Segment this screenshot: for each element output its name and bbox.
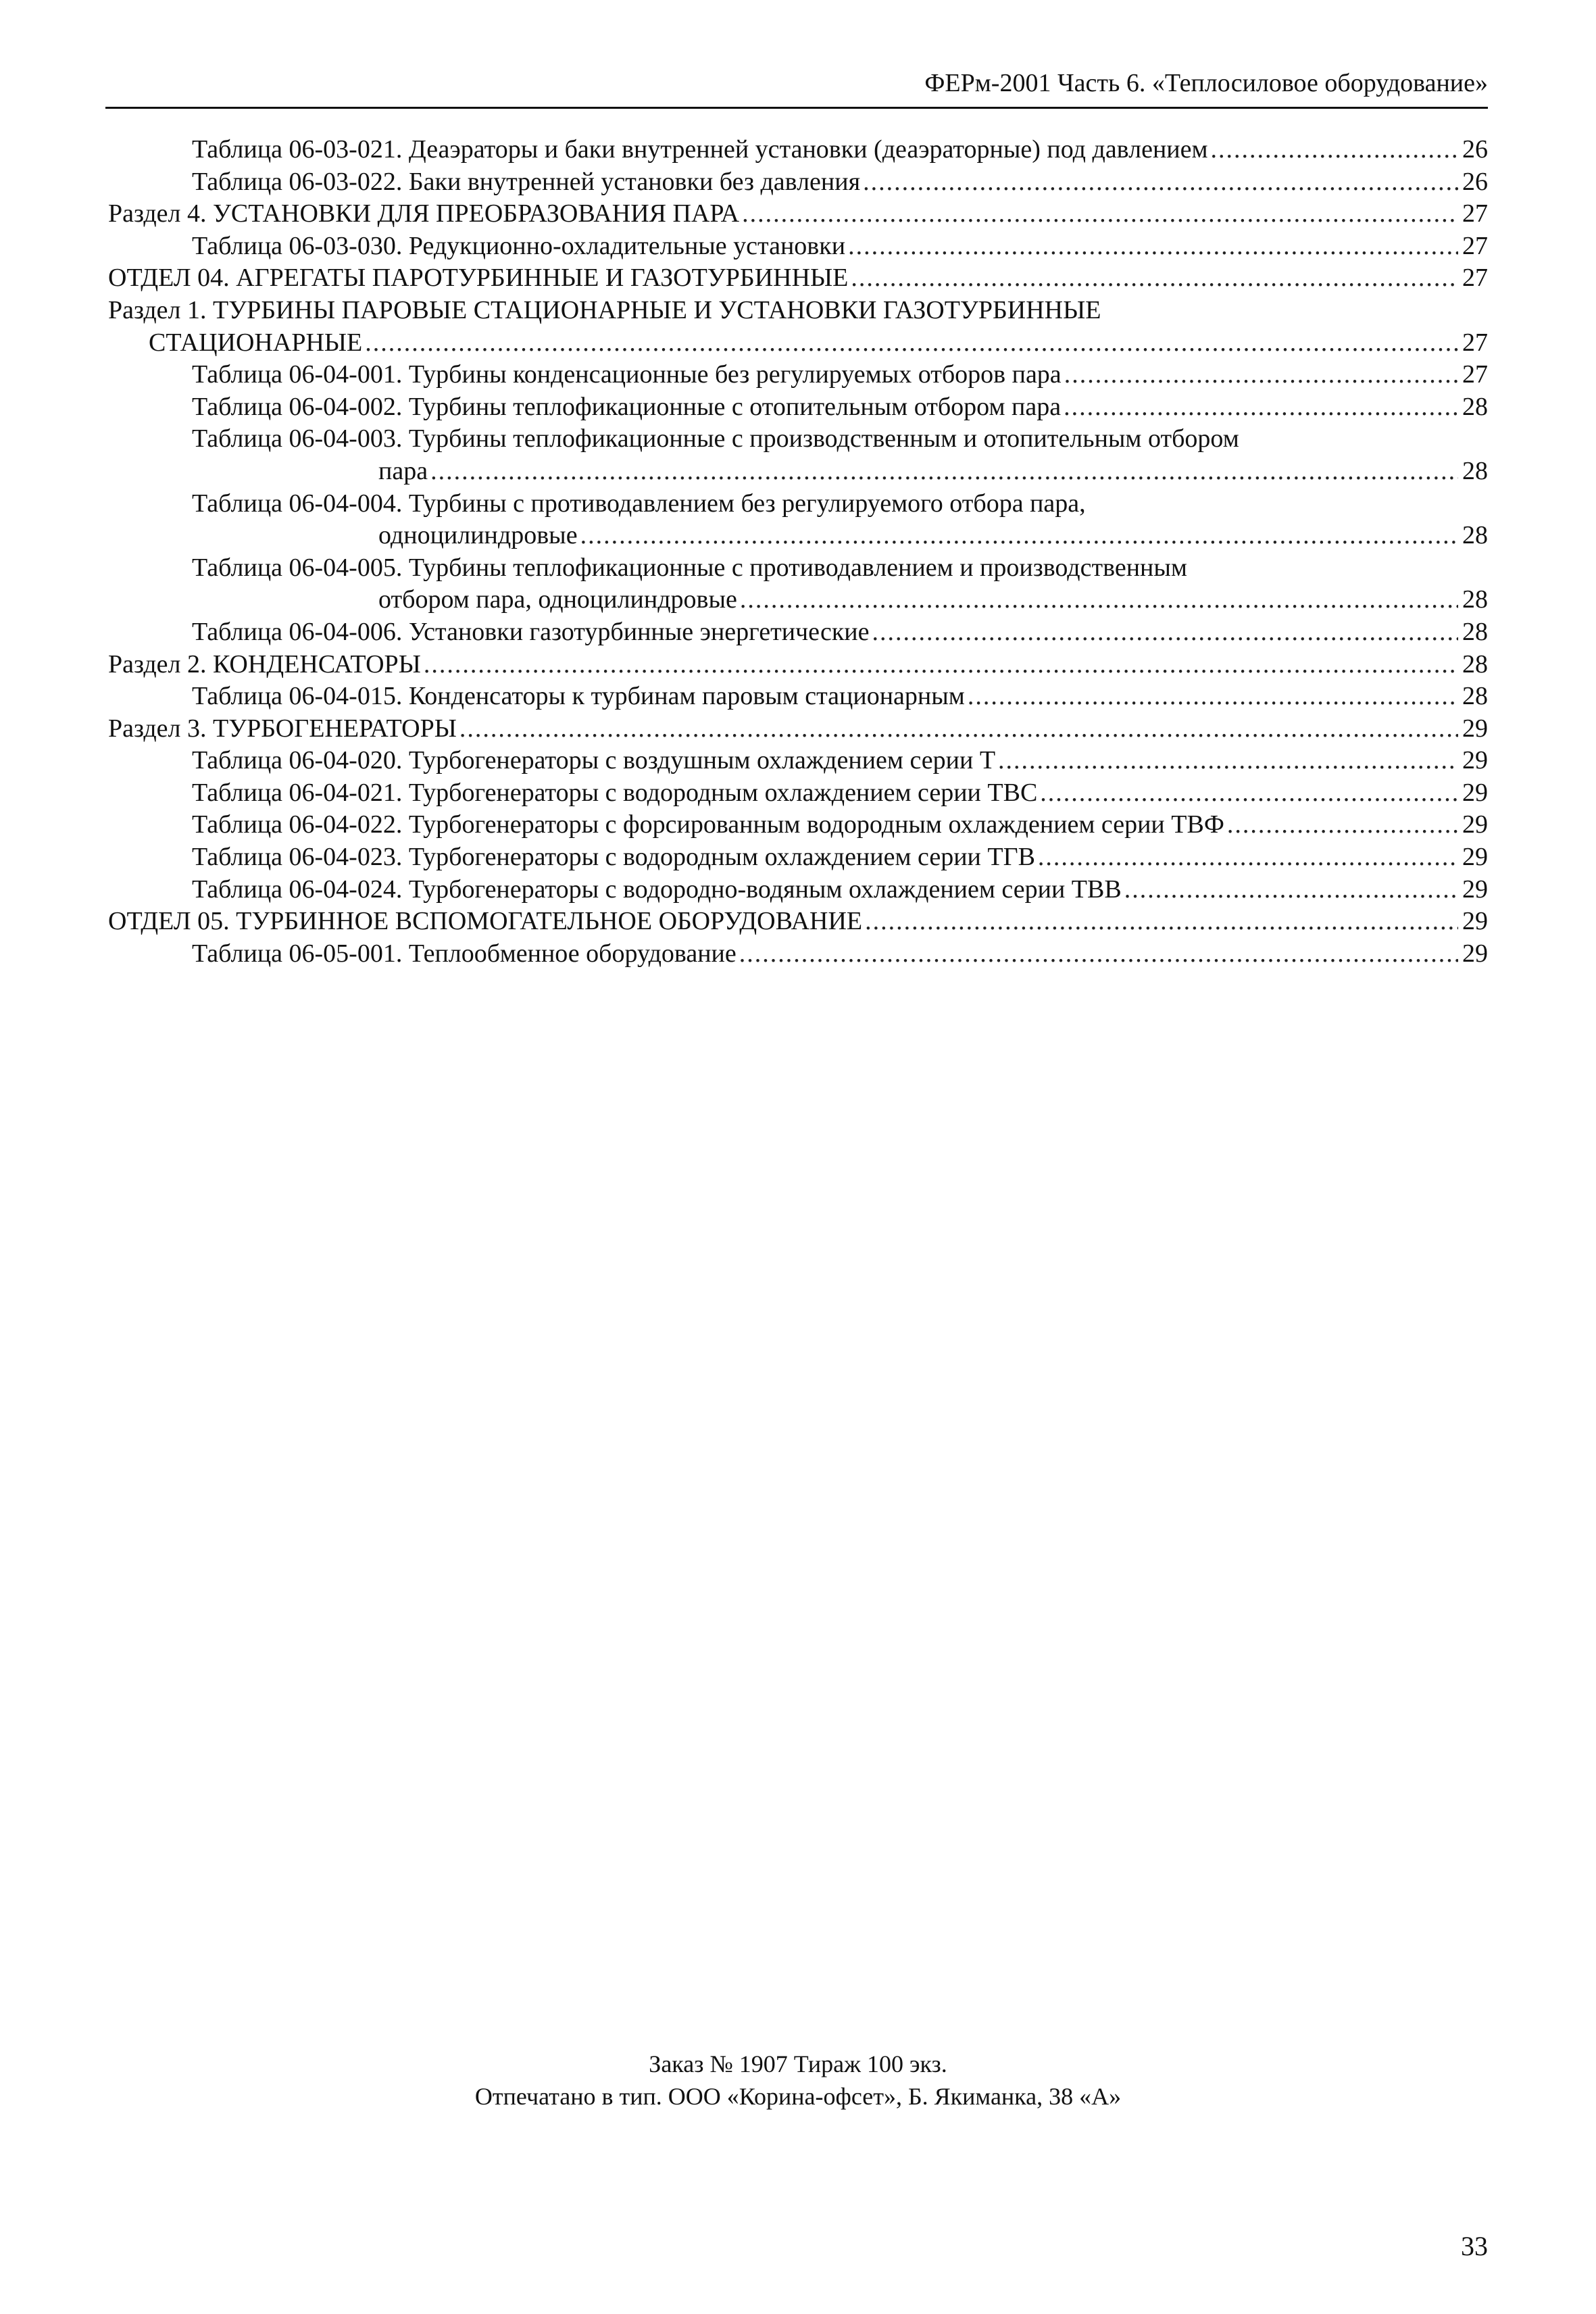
toc-entry-title: Таблица 06-04-003. Турбины теплофикационные с производственным и отопительным отбором: [192, 424, 1239, 453]
toc-entry[interactable]: [108, 134, 1488, 166]
toc-entry-title: Раздел 3. ТУРБОГЕНЕРАТОРЫ: [108, 714, 457, 743]
dot-leader: [872, 616, 1459, 649]
toc-entry-title: Таблица 06-04-022. Турбогенераторы с форсированным водородным охлаждением серии ТВФ: [192, 810, 1224, 839]
toc-entry-page: 28: [1462, 585, 1488, 614]
dot-leader: [863, 166, 1458, 199]
toc-entry[interactable]: [108, 488, 1488, 552]
header-rule: [105, 107, 1488, 109]
toc-entry-page: 29: [1462, 746, 1488, 775]
toc-entry[interactable]: [108, 359, 1488, 391]
dot-leader: [1064, 359, 1458, 391]
dot-leader: [998, 745, 1458, 777]
toc-entry[interactable]: [108, 906, 1488, 938]
toc-entry[interactable]: [108, 552, 1488, 616]
toc-entry[interactable]: [108, 616, 1488, 649]
dot-leader: [1038, 841, 1458, 874]
toc-entry[interactable]: [108, 809, 1488, 841]
toc-entry-title: Раздел 2. КОНДЕНСАТОРЫ: [108, 649, 421, 679]
toc-entry-title: Таблица 06-04-024. Турбогенераторы с водородно-водяным охлаждением серии ТВВ: [192, 875, 1122, 904]
toc-entry-title: Таблица 06-04-005. Турбины теплофикационные с противодавлением и производственным: [192, 553, 1187, 582]
toc-entry-continuation: одноцилиндровые: [378, 521, 578, 550]
toc-entry-title: Таблица 06-04-006. Установки газотурбинные энергетические: [192, 617, 870, 646]
toc-entry-page: 29: [1462, 907, 1488, 936]
toc-entry-page: 29: [1462, 810, 1488, 839]
dot-leader: [740, 584, 1458, 616]
toc-entry-continuation: отбором пара, одноцилиндровые: [378, 585, 737, 614]
toc-entry-continuation: СТАЦИОНАРНЫЕ: [149, 328, 363, 357]
dot-leader: [430, 456, 1458, 488]
toc-entry[interactable]: [108, 777, 1488, 810]
toc-entry-title: Раздел 4. УСТАНОВКИ ДЛЯ ПРЕОБРАЗОВАНИЯ ПАРА: [108, 199, 740, 228]
toc-entry-title: Таблица 06-03-022. Баки внутренней установки без давления: [192, 167, 861, 196]
toc-entry-page: 29: [1462, 875, 1488, 904]
toc-entry-page: 27: [1462, 264, 1488, 293]
dot-leader: [365, 327, 1458, 360]
toc-entry-page: 28: [1462, 682, 1488, 711]
toc-entry-page: 26: [1462, 167, 1488, 196]
toc-entry-page: 26: [1462, 135, 1488, 164]
toc-entry-title: Таблица 06-05-001. Теплообменное оборудование: [192, 939, 737, 968]
toc-entry-title: Таблица 06-04-001. Турбины конденсационные без регулируемых отборов пара: [192, 360, 1062, 389]
toc-entry-page: 27: [1462, 360, 1488, 389]
toc-entry-title: Таблица 06-04-023. Турбогенераторы с водородным охлаждением серии ТГВ: [192, 843, 1035, 872]
dot-leader: [459, 713, 1458, 745]
toc-entry-page: 28: [1462, 649, 1488, 679]
dot-leader: [739, 938, 1458, 970]
toc-entry-page: 27: [1462, 231, 1488, 260]
toc-entry[interactable]: [108, 841, 1488, 874]
toc-entry-title: Раздел 1. ТУРБИНЫ ПАРОВЫЕ СТАЦИОНАРНЫЕ И УСТАНОВКИ ГАЗОТУРБИННЫЕ: [108, 295, 1101, 324]
table-of-contents: [108, 134, 1488, 970]
toc-entry-page: 28: [1462, 456, 1488, 485]
toc-entry[interactable]: [108, 681, 1488, 713]
toc-entry[interactable]: [108, 391, 1488, 424]
toc-entry[interactable]: [108, 713, 1488, 745]
dot-leader: [1124, 874, 1458, 906]
page-number: 33: [1461, 2231, 1488, 2261]
toc-entry-page: 29: [1462, 843, 1488, 872]
toc-entry-title: Таблица 06-04-020. Турбогенераторы с воздушным охлаждением серии Т: [192, 746, 996, 775]
toc-entry[interactable]: [108, 198, 1488, 230]
toc-entry[interactable]: [108, 166, 1488, 199]
toc-entry-page: 29: [1462, 939, 1488, 968]
toc-entry-page: 29: [1462, 714, 1488, 743]
dot-leader: [865, 906, 1458, 938]
toc-entry-title: Таблица 06-04-015. Конденсаторы к турбинам паровым стационарным: [192, 682, 965, 711]
toc-entry-title: ОТДЕЛ 05. ТУРБИННОЕ ВСПОМОГАТЕЛЬНОЕ ОБОРУДОВАНИЕ: [108, 907, 863, 936]
toc-entry-page: 27: [1462, 199, 1488, 228]
toc-entry-page: 27: [1462, 328, 1488, 357]
dot-leader: [1064, 391, 1458, 424]
toc-entry[interactable]: [108, 423, 1488, 487]
toc-entry[interactable]: [108, 649, 1488, 681]
dot-leader: [742, 198, 1458, 230]
toc-entry-title: ОТДЕЛ 04. АГРЕГАТЫ ПАРОТУРБИННЫЕ И ГАЗОТУРБИННЫЕ: [108, 264, 849, 293]
dot-leader: [1227, 809, 1458, 841]
toc-entry[interactable]: [108, 262, 1488, 295]
toc-entry[interactable]: [108, 938, 1488, 970]
dot-leader: [968, 681, 1458, 713]
running-header: ФЕРм-2001 Часть 6. «Теплосиловое оборудование»: [924, 69, 1488, 97]
imprint-printer-line: Отпечатано в тип. ООО «Корина-офсет», Б. Якиманка, 38 «А»: [474, 2083, 1122, 2110]
dot-leader: [848, 230, 1458, 263]
toc-entry-title: Таблица 06-03-021. Деаэраторы и баки внутренней установки (деаэраторные) под давлением: [192, 135, 1208, 164]
toc-entry[interactable]: [108, 745, 1488, 777]
toc-entry-page: 28: [1462, 521, 1488, 550]
toc-entry-title: Таблица 06-04-021. Турбогенераторы с водородным охлаждением серии ТВС: [192, 778, 1038, 807]
toc-entry[interactable]: [108, 874, 1488, 906]
toc-entry[interactable]: [108, 230, 1488, 263]
toc-entry-title: Таблица 06-04-002. Турбины теплофикационные с отопительным отбором пара: [192, 392, 1062, 421]
toc-entry-page: 28: [1462, 617, 1488, 646]
dot-leader: [1040, 777, 1458, 810]
toc-entry[interactable]: [108, 295, 1488, 359]
dot-leader: [851, 262, 1458, 295]
toc-entry-page: 28: [1462, 392, 1488, 421]
imprint-order-line: Заказ № 1907 Тираж 100 экз.: [649, 2050, 947, 2077]
dot-leader: [424, 649, 1458, 681]
toc-entry-continuation: пара: [378, 456, 428, 485]
dot-leader: [580, 520, 1458, 552]
toc-entry-title: Таблица 06-04-004. Турбины с противодавлением без регулируемого отбора пара,: [192, 489, 1086, 518]
dot-leader: [1211, 134, 1458, 166]
imprint: [0, 2048, 1596, 2113]
toc-entry-title: Таблица 06-03-030. Редукционно-охладительные установки: [192, 231, 846, 260]
toc-entry-page: 29: [1462, 778, 1488, 807]
